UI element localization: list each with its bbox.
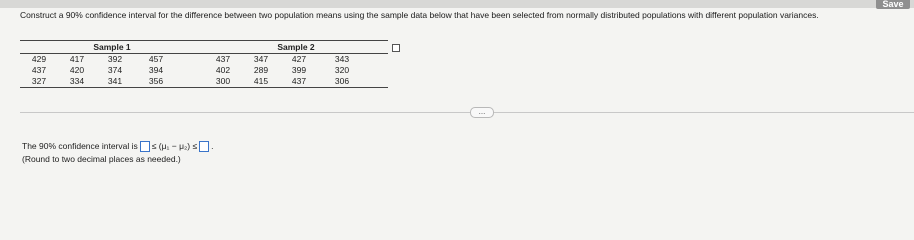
table-body — [20, 54, 388, 87]
question-text: Construct a 90% confidence interval for the difference between two population means using the sample data below that have been selected from normally distributed populations with different population variances. — [20, 10, 819, 20]
s1-col-4 — [134, 54, 178, 87]
table-cell: 289 — [253, 65, 269, 75]
table-cell: 420 — [69, 65, 85, 75]
s1-col-3 — [96, 54, 134, 87]
table-cell: 356 — [148, 76, 164, 86]
table-cell: 437 — [291, 76, 307, 86]
table-cell: 374 — [107, 65, 123, 75]
table-cell: 415 — [253, 76, 269, 86]
rounding-note: (Round to two decimal places as needed.) — [22, 154, 181, 164]
table-cell: 343 — [334, 54, 350, 64]
table-cell: 457 — [148, 54, 164, 64]
top-bar — [0, 0, 914, 8]
table-cell: 437 — [31, 65, 47, 75]
data-table — [20, 40, 388, 88]
s2-col-2 — [242, 54, 280, 87]
table-cell: 320 — [334, 65, 350, 75]
table-cell: 394 — [148, 65, 164, 75]
table-cell: 327 — [31, 76, 47, 86]
table-cell: 402 — [215, 65, 231, 75]
answer-prefix: The 90% confidence interval is — [22, 141, 138, 151]
s2-col-1 — [204, 54, 242, 87]
answer-middle: ≤ (μ₁ − μ₂) ≤ — [151, 141, 198, 151]
table-cell: 347 — [253, 54, 269, 64]
more-button[interactable]: ... — [470, 107, 494, 118]
answer-suffix: . — [211, 141, 214, 151]
copy-data-icon[interactable] — [392, 44, 400, 52]
table-cell: 341 — [107, 76, 123, 86]
table-cell: 392 — [107, 54, 123, 64]
section-divider — [20, 112, 914, 113]
sample1-header: Sample 1 — [93, 42, 131, 52]
table-cell: 427 — [291, 54, 307, 64]
s1-col-2 — [58, 54, 96, 87]
table-cell: 417 — [69, 54, 85, 64]
s2-col-3 — [280, 54, 318, 87]
table-cell: 437 — [215, 54, 231, 64]
table-cell: 306 — [334, 76, 350, 86]
answer-line — [22, 140, 214, 152]
table-cell: 300 — [215, 76, 231, 86]
save-button[interactable]: Save — [876, 0, 910, 9]
sample2-header: Sample 2 — [277, 42, 315, 52]
s1-col-1 — [20, 54, 58, 87]
upper-bound-input[interactable] — [199, 141, 209, 152]
table-cell: 399 — [291, 65, 307, 75]
table-cell: 334 — [69, 76, 85, 86]
table-header — [20, 41, 388, 54]
lower-bound-input[interactable] — [140, 141, 150, 152]
table-cell: 429 — [31, 54, 47, 64]
s2-col-4 — [318, 54, 366, 87]
